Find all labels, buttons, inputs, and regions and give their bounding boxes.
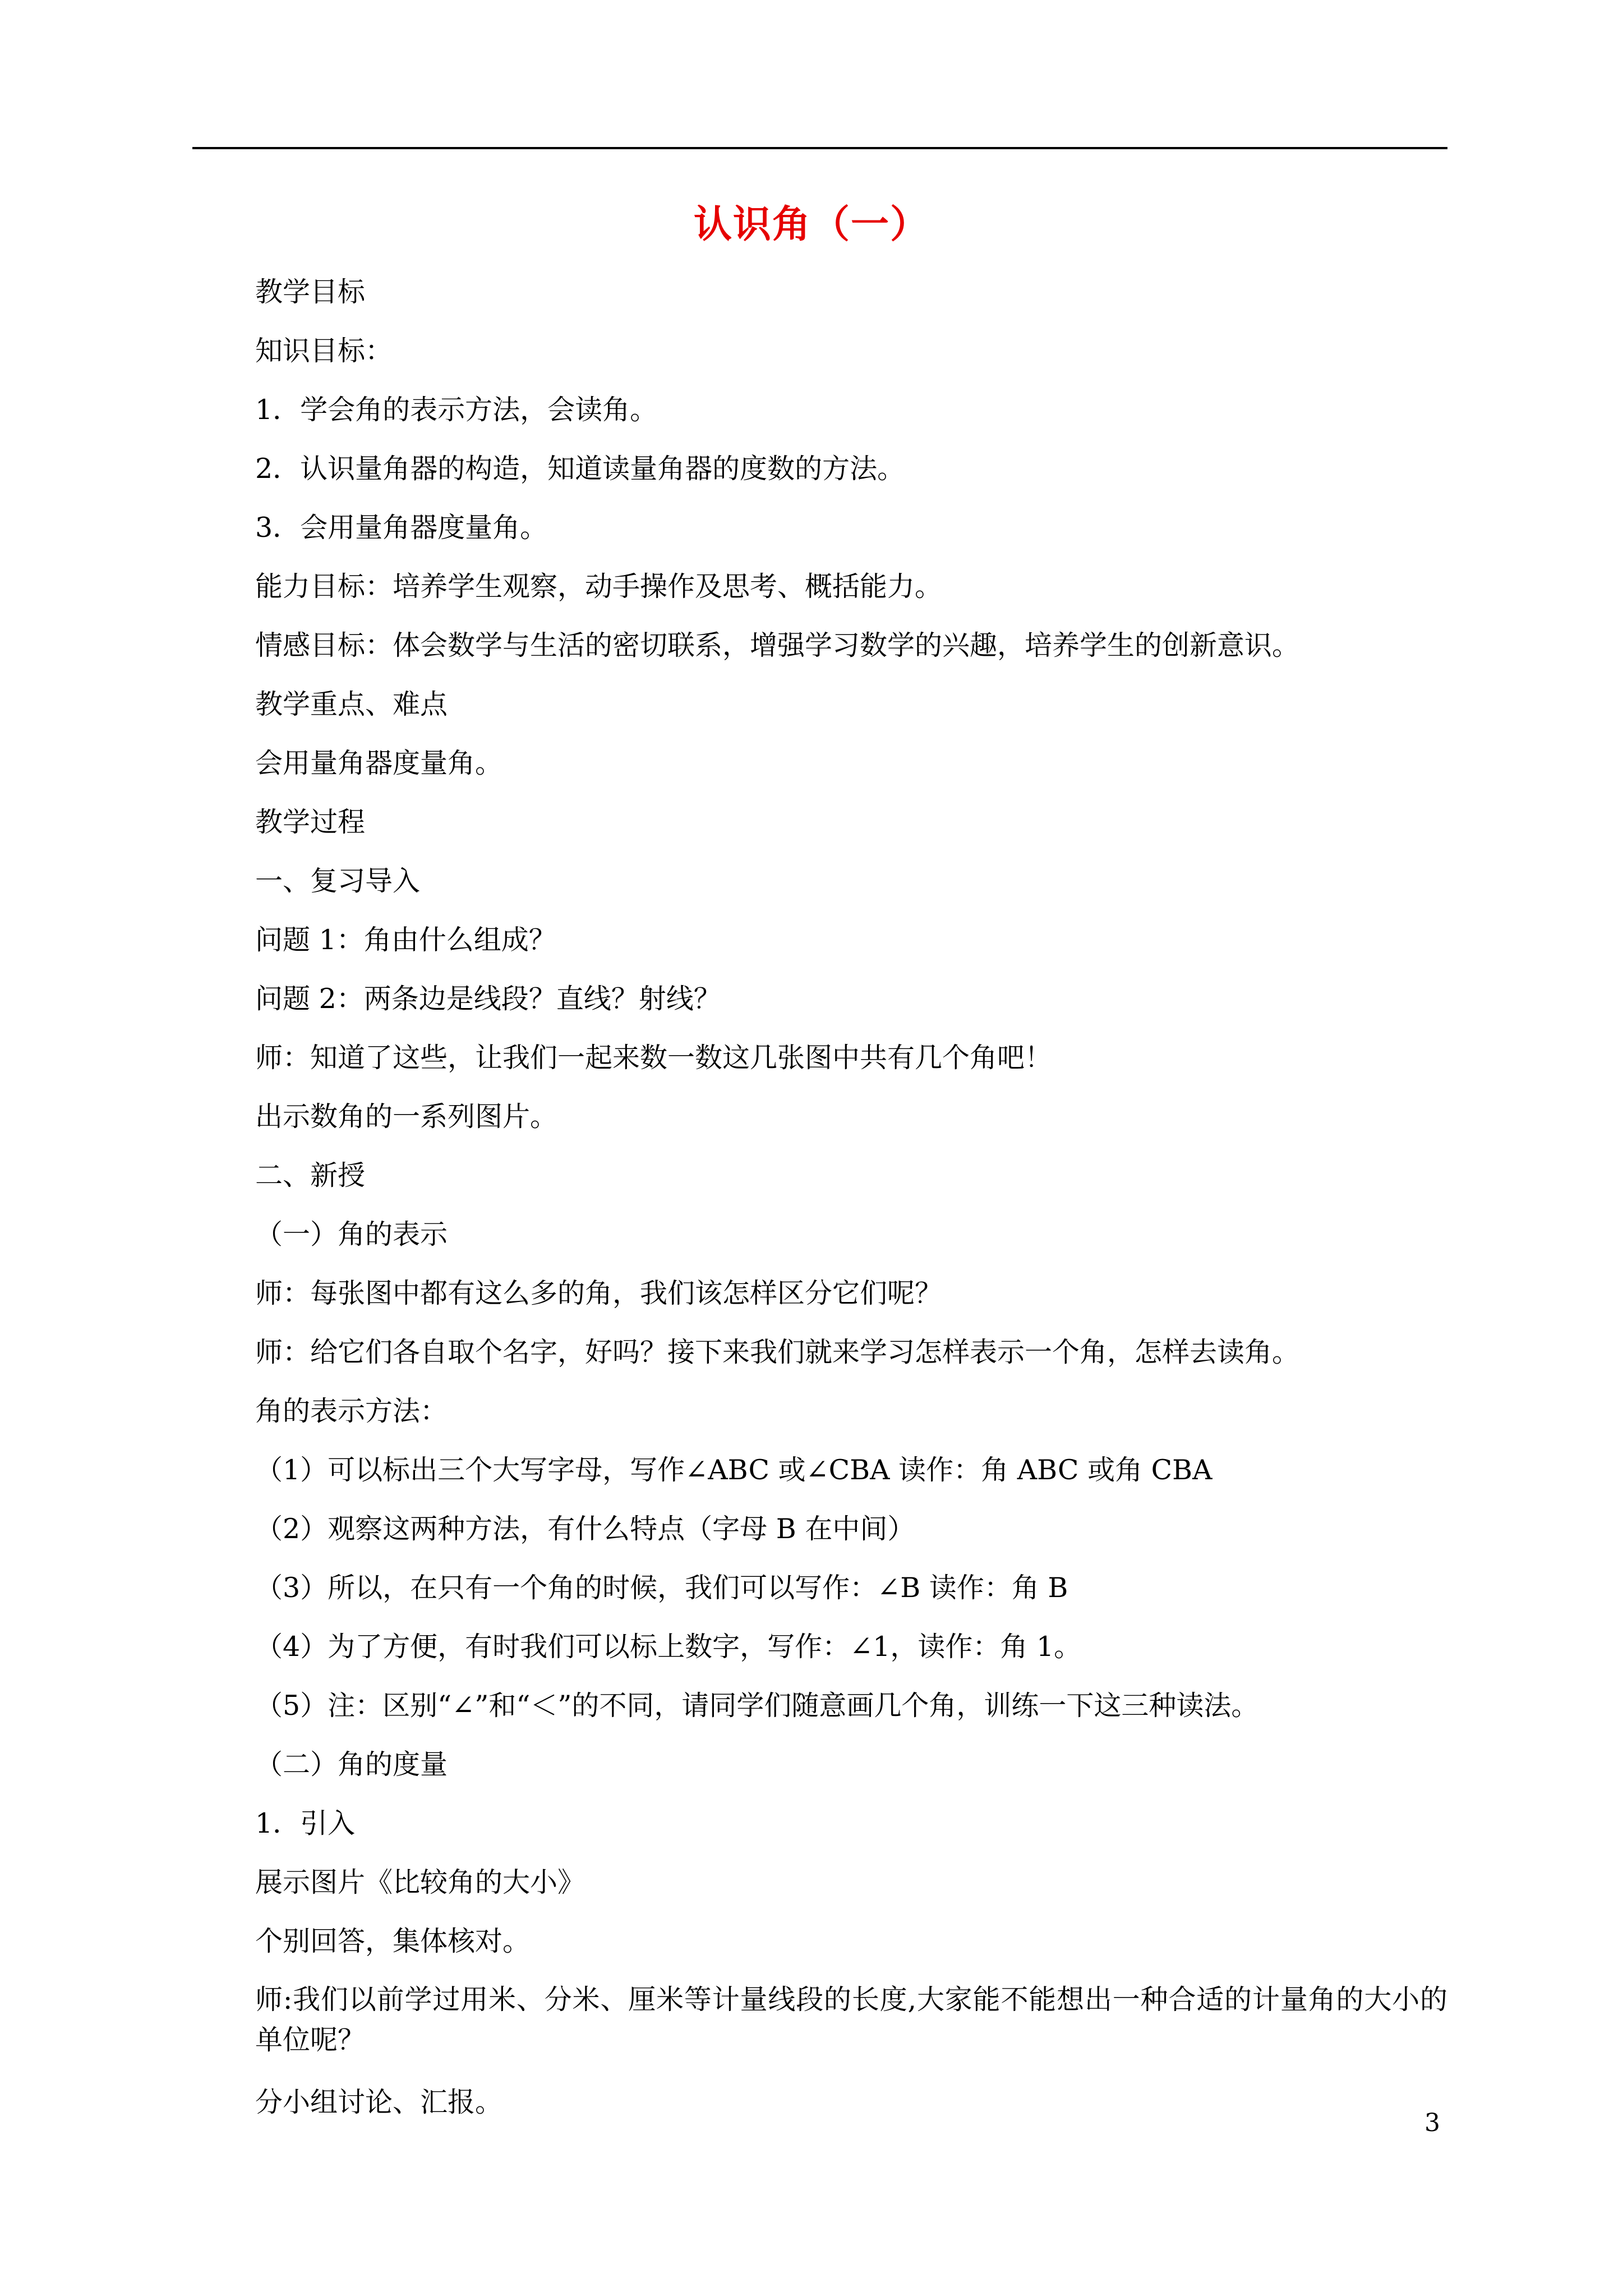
text-line: 个别回答，集体核对。 bbox=[255, 1925, 531, 1957]
text-line: 二、新授 bbox=[255, 1159, 366, 1191]
document-body bbox=[255, 263, 1447, 2132]
text-line: （一）角的表示 bbox=[255, 1218, 448, 1250]
text-line: 师：每张图中都有这么多的角，我们该怎样区分它们呢？ bbox=[255, 1277, 943, 1309]
text-line: 会用量角器度量角。 bbox=[255, 747, 503, 779]
text-line: （2）观察这两种方法，有什么特点（字母 B 在中间） bbox=[255, 1513, 915, 1545]
text-line: 情感目标：体会数学与生活的密切联系，增强学习数学的兴趣，培养学生的创新意识。 bbox=[255, 629, 1300, 661]
text-line: 一、复习导入 bbox=[255, 865, 421, 897]
text-line: 1．引入 bbox=[255, 1807, 356, 1839]
text-paragraph: 师:我们以前学过用米、分米、厘米等计量线段的长度,大家能不能想出一种合适的计量角的大小的单位呢？ bbox=[255, 1984, 1447, 2056]
text-line: 教学过程 bbox=[255, 806, 366, 838]
text-line: 2．认识量角器的构造，知道读量角器的度数的方法。 bbox=[255, 453, 905, 485]
page-title: 认识角（一） bbox=[693, 202, 929, 247]
text-line: （3）所以，在只有一个角的时候，我们可以写作：∠B 读作：角 B bbox=[255, 1572, 1068, 1604]
text-line: （5）注：区别“∠”和“＜”的不同，请同学们随意画几个角，训练一下这三种读法。 bbox=[255, 1690, 1259, 1722]
page-number: 3 bbox=[1424, 2109, 1440, 2137]
text-line: 教学重点、难点 bbox=[255, 688, 448, 720]
text-line: 教学目标 bbox=[255, 276, 366, 308]
text-line: 分小组讨论、汇报。 bbox=[255, 2086, 503, 2118]
text-line: 问题 1：角由什么组成？ bbox=[255, 924, 556, 956]
text-line: 出示数角的一系列图片。 bbox=[255, 1101, 558, 1133]
text-line: 能力目标：培养学生观察，动手操作及思考、概括能力。 bbox=[255, 570, 943, 602]
text-line: 知识目标： bbox=[255, 335, 393, 367]
text-line: 3．会用量角器度量角。 bbox=[255, 512, 548, 544]
text-line: 师：知道了这些，让我们一起来数一数这几张图中共有几个角吧！ bbox=[255, 1042, 1053, 1074]
text-line: 师：给它们各自取个名字，好吗？接下来我们就来学习怎样表示一个角，怎样去读角。 bbox=[255, 1336, 1300, 1368]
text-line: （4）为了方便，有时我们可以标上数字，写作：∠1，读作：角 1。 bbox=[255, 1631, 1082, 1663]
text-line: （二）角的度量 bbox=[255, 1749, 448, 1780]
text-line: 问题 2：两条边是线段？直线？射线？ bbox=[255, 983, 721, 1015]
text-line: 展示图片《比较角的大小》 bbox=[255, 1866, 585, 1898]
text-line: （1）可以标出三个大写字母，写作∠ABC 或∠CBA 读作：角 ABC 或角 CBA bbox=[255, 1454, 1212, 1486]
text-line: 角的表示方法： bbox=[255, 1395, 448, 1427]
header-rule bbox=[192, 147, 1447, 149]
text-line: 1．学会角的表示方法，会读角。 bbox=[255, 394, 658, 426]
